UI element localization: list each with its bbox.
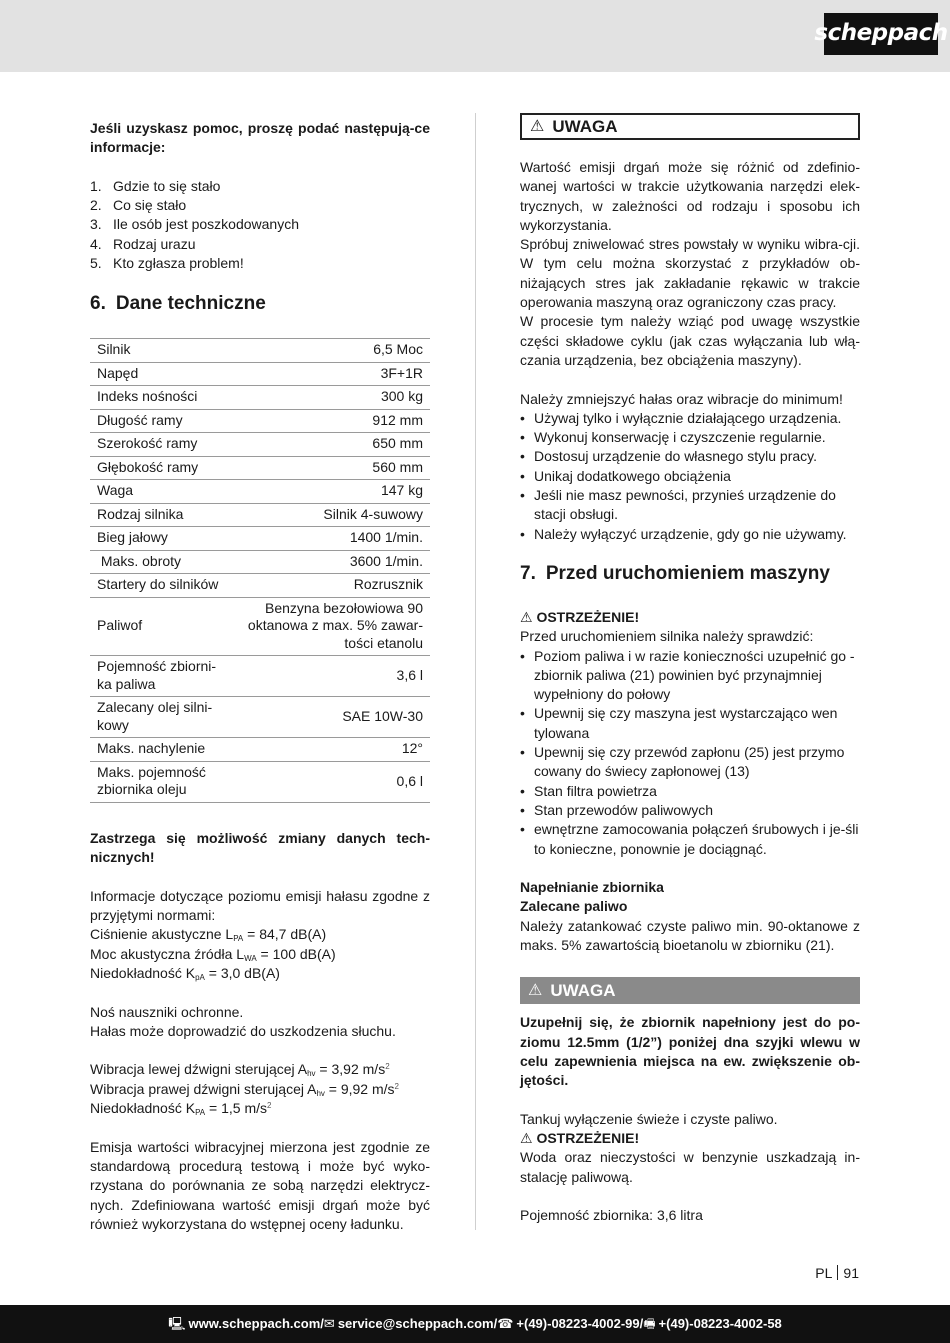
reduce-list [520,409,860,544]
warning-triangle-icon: ⚠ [520,608,537,625]
spec-value: 147 kg [230,480,430,504]
spec-value: 0,6 l [230,761,430,802]
section-title: Przed uruchomieniem maszyny [545,562,830,584]
footer-phone: +(49)-08223-4002-99 [516,1316,640,1332]
email-icon: ✉ [323,1316,335,1332]
spec-key: Pojemność zbiorni-ka paliwa [90,656,230,697]
spec-key: Maks. pojemność zbiornika oleju [90,761,230,802]
spec-value: 560 mm [230,456,430,480]
spec-row [90,761,430,802]
spec-value: Silnik 4-suwowy [230,503,430,527]
footer-email-link[interactable]: service@scheppach.com [337,1316,494,1332]
page-number: PL 91 [815,1265,859,1281]
right-column [520,113,860,1226]
spec-row [90,738,430,762]
spec-key: Maks. nachylenie [90,738,230,762]
reduce-list-item: • Należy wyłączyć urządzenie, gdy go nie używamy. [520,525,847,542]
section-number: 6. [90,293,106,315]
fax-icon: 🖷 [643,1316,656,1332]
computer-icon: 🖳 [168,1316,186,1332]
refuel-text: Tankuj wyłączenie świeże i czyste paliwo. [520,1110,778,1127]
emission-text: Emisja wartości wibracyjnej mierzona jest zgodnie ze standardową procedurą testową i może być wyko-rzystana do porównania ze sobą narzędzi elektrycz-nych. Zdefiniowana wartość emisji drgań może być również wykorzystana do wstępnej oceny ładunku. [90,1138,430,1232]
left-column [90,119,430,1234]
help-intro: Jeśli uzyskasz pomoc, proszę podać następują-ce informacje: [90,120,430,156]
spec-row [90,386,430,410]
section-title: Dane techniczne [115,293,266,315]
reduce-list-item: • Wykonuj konserwację i czyszczenie regularnie. [520,429,826,446]
fuel-heading: Zalecane paliwo [520,898,628,915]
capacity-text: Pojemność zbiornika: 3,6 litra [520,1207,703,1224]
spec-value: Rozrusznik [230,574,430,598]
vibration-right: Wibracja prawej dźwigni sterującej $A_{hv} = 9,92$ $m/s^2$ [90,1080,399,1098]
section-6-heading [90,292,430,316]
spec-key: Napęd [90,362,230,386]
spec-row [90,574,430,598]
spec-row [90,433,430,457]
warning-triangle-icon: ⚠ [520,1130,537,1147]
section-number: 7. [520,562,536,584]
footer-web-link[interactable]: www.scheppach.com [188,1316,321,1332]
brand-logo: scheppach [824,13,938,55]
section-7-heading [520,562,860,586]
check-intro: Przed uruchomieniem silnika należy sprawdzić: [520,628,814,645]
vibration-warning-p3: W procesie tym należy wziąć pod uwagę wszystkie części składowe cyklu (jak czas wyłączania lub włą-czania urządzenia, bez obciążenia maszyny). [520,313,860,368]
help-steps-list [90,177,430,273]
warning-label-2: ⚠ OSTRZEŻENIE! [520,1130,640,1147]
help-step-item: 1. Gdzie to się stało [90,177,221,194]
water-text: Woda oraz nieczystości w benzynie uszkadzają in-stalację paliwową. [520,1149,860,1185]
check-list-item: • Stan przewodów paliwowych [520,801,713,818]
vibration-warning-p2: Spróbuj zniwelować stres powstały w wyniku wibra-cji. W tym celu można skorzystać z przykładów ob-niżających stres jak zakładanie rękawic w trakcie operowania maszyną oraz ograniczony czas pracy. [520,236,860,311]
check-list-item: • Upewnij się czy przewód zapłonu (25) jest przymo cowany do świecy zapłonowej (13) [520,744,845,780]
reduce-list-item: • Dostosuj urządzenie do własnego stylu pracy. [520,448,818,465]
spec-value: 3F+1R [230,362,430,386]
reduce-list-item: • Unikaj dodatkowego obciążenia [520,467,731,484]
spec-row [90,362,430,386]
phone-icon: ☎ [497,1316,514,1332]
spec-key: Paliwof [90,597,230,656]
spec-key: Indeks nośności [90,386,230,410]
help-step-item: 5. Kto zgłasza problem! [90,255,244,272]
spec-key: Startery do silników [90,574,230,598]
header-bar [0,0,950,72]
spec-key: Maks. obroty [90,550,230,574]
spec-row [90,503,430,527]
spec-value: 12° [230,738,430,762]
help-step-item: 3. Ile osób jest poszkodowanych [90,216,299,233]
reduce-intro: Należy zmniejszyć hałas oraz wibracje do minimum! [520,390,843,407]
spec-value: 3600 1/min. [230,550,430,574]
spec-key: Bieg jałowy [90,527,230,551]
spec-row [90,656,430,697]
warning-box-1: ⚠ UWAGA [520,113,860,140]
spec-row [90,456,430,480]
spec-row [90,597,430,656]
spec-key: Rodzaj silnika [90,503,230,527]
help-step-item: 2. Co się stało [90,197,187,214]
spec-value: 1400 1/min. [230,527,430,551]
spec-row [90,697,430,738]
noise-intro: Informacje dotyczące poziomu emisji hałasu zgodne z przyjętymi normami: [90,887,430,924]
fill-level-warning: Uzupełnij się, że zbiornik napełniony jest do po-ziomu 12.5mm (1/2”) poniżej dna szyjki wlewu w celu zapewnienia miejsca na ew. zwiększenie ob-jętości. [520,1014,860,1089]
spec-row [90,409,430,433]
spec-key: Zalecany olej silni-kowy [90,697,230,738]
spec-value: 650 mm [230,433,430,457]
check-list-item: • Poziom paliwa i w razie konieczności uzupełnić go - zbiornik paliwa (21) powinien być przynajmniej wypełniony do połowy [520,647,855,703]
vibration-left: Wibracja lewej dźwigni sterującej $A_{hv} = 3,92$ $m/s^2$ [90,1061,390,1079]
column-divider [475,113,476,1230]
spec-key: Waga [90,480,230,504]
spec-key: Szerokość ramy [90,433,230,457]
fuel-text: Należy zatankować czyste paliwo min. 90-oktanowe z maks. 5% zawartością bioetanolu w zbiorniku (21). [520,917,860,953]
spec-value: SAE 10W-30 [230,697,430,738]
noise-pressure: Ciśnienie akustyczne $L_{PA} = 84,7$ dB(A) [90,926,327,944]
spec-value: 912 mm [230,409,430,433]
check-list-item: • ewnętrzne zamocowania połączeń śrubowych i je-śli to konieczne, ponownie je dociągnąć. [520,821,859,857]
help-step-item: 4. Rodzaj urazu [90,235,196,252]
ear-protection: Noś nauszniki ochronne. [90,1003,244,1020]
footer-bar: 🖳 www.scheppach.com / ✉ service@scheppach.com / ☎ +(49)-08223-4002-99 / 🖷 +(49)-08223-4002-58 [0,1305,950,1343]
spec-key: Silnik [90,339,230,363]
spec-key: Głębokość ramy [90,456,230,480]
footer-fax: +(49)-08223-4002-58 [658,1316,782,1332]
reserve-note: Zastrzega się możliwość zmiany danych tech-nicznych! [90,829,430,866]
spec-key: Długość ramy [90,409,230,433]
warning-triangle-icon: ⚠ [530,117,545,135]
warning-triangle-icon: ⚠ [528,982,543,1000]
noise-power: Moc akustyczna źródła $L_{WA} = 100$ dB(A) [90,945,336,963]
spec-value: 3,6 l [230,656,430,697]
hearing-damage: Hałas może doprowadzić do uszkodzenia słuchu. [90,1022,396,1039]
check-list [520,647,860,859]
check-list-item: • Stan filtra powietrza [520,782,657,799]
reduce-list-item: • Używaj tylko i wyłącznie działającego urządzenia. [520,409,842,426]
spec-row [90,550,430,574]
spec-row [90,339,430,363]
reduce-list-item: • Jeśli nie masz pewności, przynieś urządzenie do stacji obsługi. [520,487,836,523]
spec-row [90,480,430,504]
vibration-uncertainty: Niedokładność $K_{PA} = 1,5$ $m/s^2$ [90,1100,272,1118]
spec-row [90,527,430,551]
check-list-item: • Upewnij się czy maszyna jest wystarczająco wen tylowana [520,705,838,741]
warning-label: ⚠ OSTRZEŻENIE! [520,608,640,625]
vibration-warning-p1: Wartość emisji drgań może się różnić od zdefinio-wanej wartości w trakcie użytkowania narzędzi elek-trycznych, w zależności od rodzaju i sposobu ich wykorzystania. [520,159,860,233]
warning-box-2: ⚠ UWAGA [520,977,860,1004]
noise-uncertainty: Niedokładność $K_{pA} = 3,0$ dB(A) [90,964,280,982]
spec-table [90,338,430,803]
fill-heading: Napełnianie zbiornika [520,879,664,896]
spec-value: 300 kg [230,386,430,410]
spec-value: 6,5 Moc [230,339,430,363]
spec-value: Benzyna bezołowiowa 90 oktanowa z max. 5% zawar-tości etanolu [230,597,430,656]
